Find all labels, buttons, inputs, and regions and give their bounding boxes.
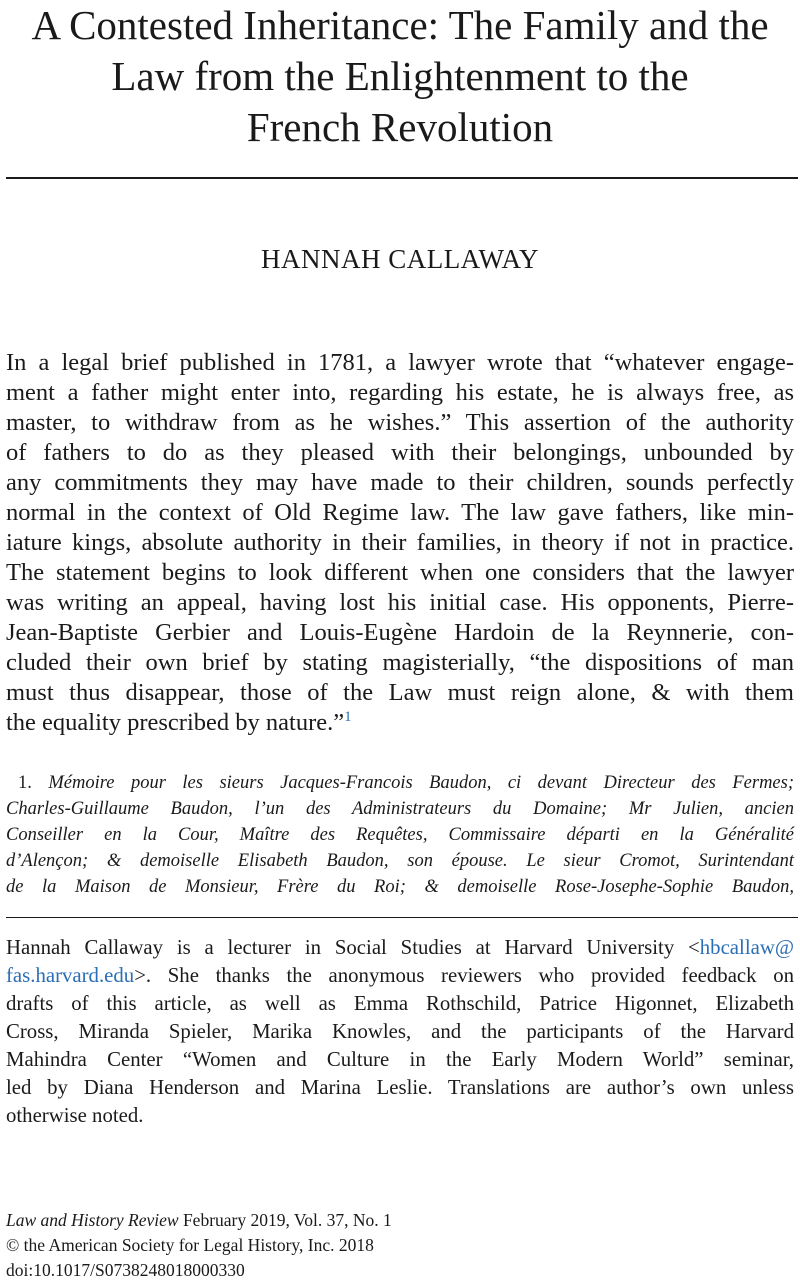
footnote-text: d’Alençon; & demoiselle Elisabeth Baudon, son épouse. Le sieur Cromot, Surintendant (6, 851, 794, 871)
footnote-line (6, 874, 794, 900)
body-line: was writing an appeal, having lost his initial case. His opponents, Pierre- (6, 589, 794, 616)
email-link-continued[interactable]: fas.harvard.edu (6, 964, 135, 987)
journal-info (6, 1208, 794, 1283)
footnote-line (6, 822, 794, 848)
body-line: The statement begins to look different when one considers that the lawyer (6, 559, 794, 586)
footnote-line (6, 848, 794, 874)
body-line: ment a father might enter into, regarding his estate, he is always free, as (6, 379, 794, 406)
journal-citation (6, 1208, 794, 1233)
body-line: master, to withdraw from as he wishes.” This assertion of the authority (6, 409, 794, 436)
footnote-text: Conseiller en la Cour, Maître des Requêtes, Commissaire départi en la Généralité (6, 825, 794, 845)
title-divider (6, 177, 798, 179)
journal-doi: doi:10.1017/S0738248018000330 (6, 1260, 245, 1280)
email-link[interactable]: hbcallaw@ (699, 936, 794, 959)
affiliation-line: led by Diana Henderson and Marina Leslie. Translations are author’s own unless (6, 1076, 794, 1099)
footnote-text: Charles-Guillaume Baudon, l’un des Administrateurs du Domaine; Mr Julien, ancien (6, 799, 794, 819)
affiliation-text: >. She thanks the anonymous reviewers who provided feedback on (134, 964, 794, 987)
article-title (0, 0, 800, 153)
affiliation-line-last: otherwise noted. (6, 1104, 144, 1127)
affiliation-line: Mahindra Center “Women and Culture in the Early Modern World” seminar, (6, 1048, 794, 1071)
body-line: any commitments they may have made to their children, sounds perfectly (6, 469, 794, 496)
body-line: must thus disappear, those of the Law must reign alone, & with them (6, 679, 794, 706)
affiliation-line: Cross, Miranda Spieler, Marika Knowles, and the participants of the Harvard (6, 1020, 794, 1043)
title-line: French Revolution (246, 104, 554, 150)
body-line: of fathers to do as they pleased with their belongings, unbounded by (6, 439, 794, 466)
body-paragraph (6, 348, 794, 738)
footnote-text: Mémoire pour les sieurs Jacques-Francois Baudon, ci devant Directeur des Fermes; (48, 773, 795, 793)
journal-issue: February 2019, Vol. 37, No. 1 (178, 1210, 392, 1230)
affiliation-line: drafts of this article, as well as Emma Rothschild, Patrice Higonnet, Elizabeth (6, 992, 794, 1015)
body-line: In a legal brief published in 1781, a lawyer wrote that “whatever engage- (6, 349, 794, 376)
journal-name: Law and History Review (6, 1210, 179, 1230)
footnote-line (6, 796, 794, 822)
footnote-reference-link[interactable]: 1 (344, 709, 352, 725)
footnote-divider (6, 917, 798, 918)
footnote-text: de la Maison de Monsieur, Frère du Roi; & demoiselle Rose-Josephe-Sophie Baudon, (6, 877, 794, 897)
body-line-text: the equality prescribed by nature.” (6, 709, 345, 736)
footnote-number: 1. (18, 773, 32, 793)
title-line: A Contested Inheritance: The Family and the (31, 2, 769, 48)
journal-copyright: © the American Society for Legal History, Inc. 2018 (6, 1235, 374, 1255)
body-line: Jean-Baptiste Gerbier and Louis-Eugène Hardoin de la Reynnerie, con- (6, 619, 794, 646)
body-line: cluded their own brief by stating magisterially, “the dispositions of man (6, 649, 794, 676)
affiliation-text: Hannah Callaway is a lecturer in Social Studies at Harvard University < (6, 936, 700, 959)
body-line: iature kings, absolute authority in their families, in theory if not in practice. (6, 529, 794, 556)
author-name: HANNAH CALLAWAY (260, 244, 540, 274)
affiliation-line (6, 962, 794, 990)
affiliation-line (6, 934, 794, 962)
title-line: Law from the Enlightenment to the (111, 53, 689, 99)
footnote (6, 770, 794, 900)
body-line-last (6, 708, 794, 738)
footnote-line (6, 770, 794, 796)
author-affiliation-note (6, 934, 794, 1130)
body-line: normal in the context of Old Regime law. The law gave fathers, like min- (6, 499, 794, 526)
